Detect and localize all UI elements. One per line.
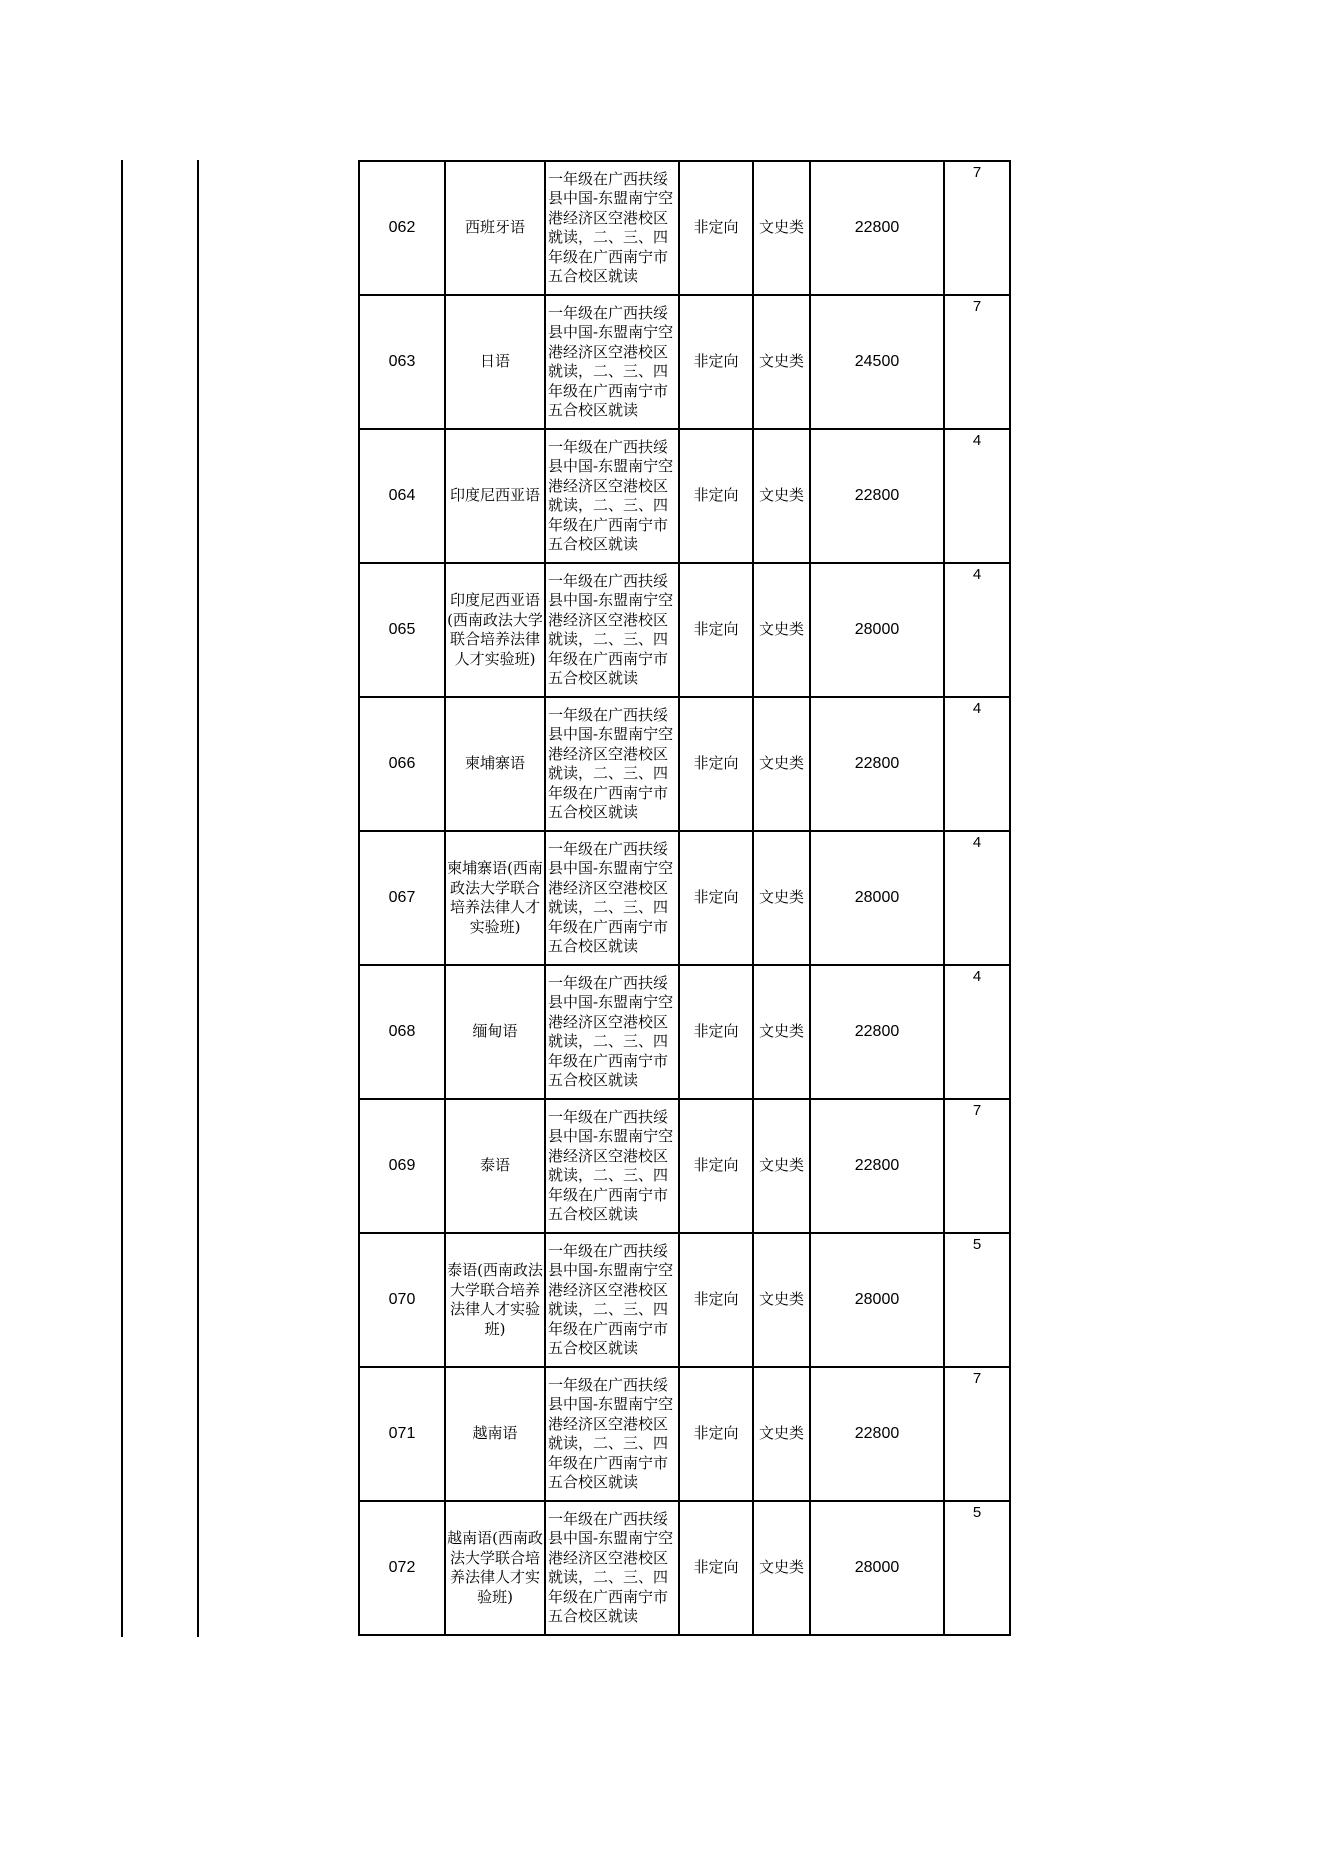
subject-category: 文史类 — [753, 161, 810, 295]
major-code: 072 — [359, 1501, 445, 1635]
major-name: 越南语 — [445, 1367, 545, 1501]
campus-note: 一年级在广西扶绥县中国-东盟南宁空港经济区空港校区就读，二、三、四年级在广西南宁市五合校区就读 — [545, 429, 679, 563]
direction-type: 非定向 — [679, 965, 753, 1099]
campus-note: 一年级在广西扶绥县中国-东盟南宁空港经济区空港校区就读，二、三、四年级在广西南宁市五合校区就读 — [545, 161, 679, 295]
subject-category: 文史类 — [753, 563, 810, 697]
direction-type: 非定向 — [679, 1501, 753, 1635]
major-name: 越南语(西南政法大学联合培养法律人才实验班) — [445, 1501, 545, 1635]
subject-category: 文史类 — [753, 295, 810, 429]
campus-note: 一年级在广西扶绥县中国-东盟南宁空港经济区空港校区就读，二、三、四年级在广西南宁市五合校区就读 — [545, 295, 679, 429]
subject-category: 文史类 — [753, 697, 810, 831]
enrollment-quota: 4 — [944, 697, 1010, 831]
enrollment-quota: 5 — [944, 1501, 1010, 1635]
tuition-fee: 22800 — [810, 1099, 944, 1233]
tuition-fee: 24500 — [810, 295, 944, 429]
major-name: 柬埔寨语 — [445, 697, 545, 831]
tuition-fee: 22800 — [810, 1367, 944, 1501]
campus-note: 一年级在广西扶绥县中国-东盟南宁空港经济区空港校区就读，二、三、四年级在广西南宁市五合校区就读 — [545, 1367, 679, 1501]
enrollment-quota: 5 — [944, 1233, 1010, 1367]
campus-note: 一年级在广西扶绥县中国-东盟南宁空港经济区空港校区就读，二、三、四年级在广西南宁市五合校区就读 — [545, 1233, 679, 1367]
enrollment-quota: 7 — [944, 161, 1010, 295]
tuition-fee: 22800 — [810, 965, 944, 1099]
campus-note: 一年级在广西扶绥县中国-东盟南宁空港经济区空港校区就读，二、三、四年级在广西南宁市五合校区就读 — [545, 1099, 679, 1233]
table-row — [359, 831, 1010, 965]
enrollment-quota: 7 — [944, 1099, 1010, 1233]
enrollment-quota: 7 — [944, 295, 1010, 429]
enrollment-quota: 4 — [944, 563, 1010, 697]
subject-category: 文史类 — [753, 1099, 810, 1233]
direction-type: 非定向 — [679, 161, 753, 295]
major-code: 069 — [359, 1099, 445, 1233]
major-code: 065 — [359, 563, 445, 697]
direction-type: 非定向 — [679, 563, 753, 697]
direction-type: 非定向 — [679, 697, 753, 831]
major-code: 067 — [359, 831, 445, 965]
major-name: 印度尼西亚语(西南政法大学联合培养法律人才实验班) — [445, 563, 545, 697]
campus-note: 一年级在广西扶绥县中国-东盟南宁空港经济区空港校区就读，二、三、四年级在广西南宁市五合校区就读 — [545, 965, 679, 1099]
tuition-fee: 22800 — [810, 161, 944, 295]
table-row — [359, 697, 1010, 831]
major-name: 西班牙语 — [445, 161, 545, 295]
enrollment-quota: 4 — [944, 831, 1010, 965]
tuition-fee: 22800 — [810, 429, 944, 563]
major-name: 柬埔寨语(西南政法大学联合培养法律人才实验班) — [445, 831, 545, 965]
subject-category: 文史类 — [753, 1367, 810, 1501]
admissions-table — [358, 160, 1011, 1636]
table-row — [359, 429, 1010, 563]
table-row — [359, 965, 1010, 1099]
direction-type: 非定向 — [679, 1233, 753, 1367]
tuition-fee: 22800 — [810, 697, 944, 831]
enrollment-quota: 7 — [944, 1367, 1010, 1501]
enrollment-quota: 4 — [944, 965, 1010, 1099]
direction-type: 非定向 — [679, 831, 753, 965]
major-code: 070 — [359, 1233, 445, 1367]
direction-type: 非定向 — [679, 1099, 753, 1233]
table-row — [359, 1099, 1010, 1233]
major-code: 064 — [359, 429, 445, 563]
direction-type: 非定向 — [679, 429, 753, 563]
table-row — [359, 295, 1010, 429]
major-code: 068 — [359, 965, 445, 1099]
campus-note: 一年级在广西扶绥县中国-东盟南宁空港经济区空港校区就读，二、三、四年级在广西南宁市五合校区就读 — [545, 697, 679, 831]
direction-type: 非定向 — [679, 295, 753, 429]
direction-type: 非定向 — [679, 1367, 753, 1501]
subject-category: 文史类 — [753, 429, 810, 563]
subject-category: 文史类 — [753, 1501, 810, 1635]
campus-note: 一年级在广西扶绥县中国-东盟南宁空港经济区空港校区就读，二、三、四年级在广西南宁市五合校区就读 — [545, 1501, 679, 1635]
enrollment-quota: 4 — [944, 429, 1010, 563]
table-row — [359, 1367, 1010, 1501]
campus-note: 一年级在广西扶绥县中国-东盟南宁空港经济区空港校区就读，二、三、四年级在广西南宁市五合校区就读 — [545, 563, 679, 697]
table-row — [359, 161, 1010, 295]
subject-category: 文史类 — [753, 831, 810, 965]
table-row — [359, 563, 1010, 697]
major-code: 066 — [359, 697, 445, 831]
tuition-fee: 28000 — [810, 563, 944, 697]
major-name: 缅甸语 — [445, 965, 545, 1099]
left-border-line — [121, 160, 123, 1637]
table-body — [359, 161, 1010, 1635]
major-name: 泰语(西南政法大学联合培养法律人才实验班) — [445, 1233, 545, 1367]
tuition-fee: 28000 — [810, 1233, 944, 1367]
major-code: 063 — [359, 295, 445, 429]
tuition-fee: 28000 — [810, 1501, 944, 1635]
subject-category: 文史类 — [753, 1233, 810, 1367]
left-border-line-inner — [197, 160, 199, 1637]
major-name: 日语 — [445, 295, 545, 429]
tuition-fee: 28000 — [810, 831, 944, 965]
campus-note: 一年级在广西扶绥县中国-东盟南宁空港经济区空港校区就读，二、三、四年级在广西南宁市五合校区就读 — [545, 831, 679, 965]
subject-category: 文史类 — [753, 965, 810, 1099]
table-row — [359, 1233, 1010, 1367]
major-code: 071 — [359, 1367, 445, 1501]
major-code: 062 — [359, 161, 445, 295]
table-row — [359, 1501, 1010, 1635]
major-name: 印度尼西亚语 — [445, 429, 545, 563]
major-name: 泰语 — [445, 1099, 545, 1233]
